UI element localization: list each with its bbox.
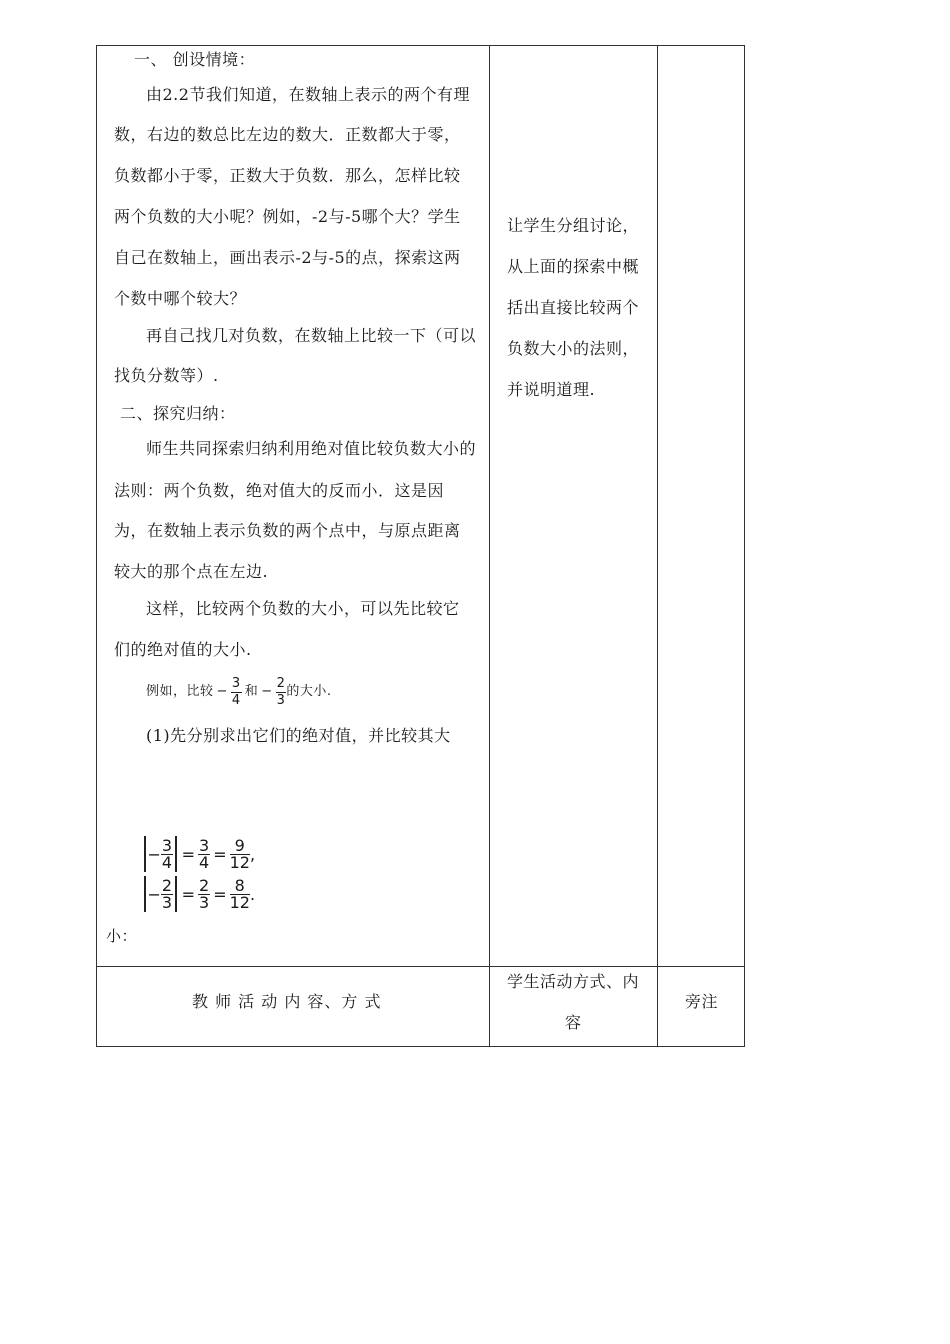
example-line bbox=[146, 676, 332, 708]
equation-2 bbox=[142, 874, 255, 914]
example-fraction-1 bbox=[231, 676, 242, 709]
eq2-frac-b bbox=[198, 875, 210, 912]
eq2-frac-a bbox=[161, 875, 173, 912]
eq1-minus: − bbox=[147, 844, 161, 864]
eq2-frac-c-den: 12 bbox=[229, 892, 250, 912]
abs-bar-left bbox=[144, 836, 146, 872]
para2-line-1: 再自己找几对负数，在数轴上比较一下（可以 bbox=[146, 326, 477, 345]
example-fraction-1-den: 4 bbox=[231, 692, 241, 708]
para1-line-1: 由2.2节我们知道，在数轴上表示的两个有理 bbox=[146, 85, 470, 104]
para1-line-2: 数，右边的数总比左边的数大．正数都大于零， bbox=[114, 125, 461, 144]
column-divider-1 bbox=[489, 45, 490, 1047]
eq2-frac-b-den: 3 bbox=[199, 892, 210, 912]
example-prefix: 例如，比较 bbox=[146, 684, 214, 699]
eq2-frac-a-num: 2 bbox=[161, 875, 173, 895]
para1-line-3: 负数都小于零，正数大于负数．那么，怎样比较 bbox=[114, 166, 461, 185]
footer-notes-label: 旁注 bbox=[685, 992, 719, 1011]
eq1-frac-a-num: 3 bbox=[161, 835, 173, 855]
example-fraction-2 bbox=[276, 676, 287, 709]
para3-line-3: 为，在数轴上表示负数的两个点中，与原点距离 bbox=[114, 521, 461, 540]
para4-line-1: 这样，比较两个负数的大小，可以先比较它 bbox=[146, 599, 460, 618]
student-activity-line-5: 并说明道理. bbox=[507, 380, 596, 399]
eq1-frac-c bbox=[229, 835, 250, 872]
equation-1 bbox=[142, 834, 255, 874]
example-mid: 和 bbox=[244, 684, 259, 699]
para4-line-2: 们的绝对值的大小. bbox=[114, 640, 252, 659]
equation-block bbox=[142, 834, 255, 914]
para2-line-2: 找负分数等）. bbox=[114, 366, 219, 385]
example-suffix: 的大小. bbox=[286, 684, 332, 699]
abs-bar-left bbox=[144, 876, 146, 912]
para1-line-6: 个数中哪个较大？ bbox=[114, 289, 247, 308]
eq1-frac-c-den: 12 bbox=[229, 852, 250, 872]
footer-student-label-line-1: 学生活动方式、内 bbox=[507, 972, 640, 991]
para1-line-5: 自己在数轴上，画出表示-2与-5的点，探索这两 bbox=[114, 248, 461, 267]
heading-2: 二、探究归纳： bbox=[120, 404, 236, 423]
eq2-frac-c-num: 8 bbox=[230, 878, 250, 895]
student-activity-line-2: 从上面的探索中概 bbox=[507, 257, 640, 276]
eq1-frac-c-num: 9 bbox=[230, 838, 250, 855]
heading-1: 一、 创设情境： bbox=[134, 50, 256, 69]
eq1-frac-b-num: 3 bbox=[199, 835, 210, 855]
eq2-end: . bbox=[249, 884, 256, 904]
example-minus-2: − bbox=[261, 684, 273, 699]
student-activity-line-4: 负数大小的法则， bbox=[507, 339, 640, 358]
column-divider-2 bbox=[657, 45, 658, 1047]
footer-teacher-label: 教 师 活 动 内 容、方 式 bbox=[192, 992, 382, 1011]
eq2-minus: − bbox=[147, 884, 161, 904]
eq2-equals-1: = bbox=[181, 884, 195, 904]
eq2-equals-2: = bbox=[213, 884, 227, 904]
abs-bar-right bbox=[175, 836, 177, 872]
eq1-equals-2: = bbox=[213, 844, 227, 864]
eq1-frac-a bbox=[161, 835, 173, 872]
eq2-frac-c bbox=[229, 875, 250, 912]
eq2-frac-a-den: 3 bbox=[161, 892, 173, 912]
eq1-end: , bbox=[249, 844, 256, 864]
eq1-frac-a-den: 4 bbox=[161, 852, 173, 872]
example-minus-1: − bbox=[216, 684, 228, 699]
step1-tail: 小： bbox=[106, 927, 138, 945]
eq1-equals-1: = bbox=[181, 844, 195, 864]
para3-line-1: 师生共同探索归纳利用绝对值比较负数大小的 bbox=[146, 439, 477, 458]
student-activity-line-3: 括出直接比较两个 bbox=[507, 298, 640, 317]
student-activity-line-1: 让学生分组讨论， bbox=[507, 216, 640, 235]
footer-divider bbox=[96, 966, 745, 967]
step1-line: (1)先分别求出它们的绝对值，并比较其大 bbox=[146, 726, 451, 745]
eq2-frac-b-num: 2 bbox=[199, 875, 210, 895]
example-fraction-2-num: 2 bbox=[276, 675, 286, 691]
eq1-frac-b-den: 4 bbox=[199, 852, 210, 872]
example-fraction-1-num: 3 bbox=[231, 675, 241, 691]
abs-bar-right bbox=[175, 876, 177, 912]
eq1-frac-b bbox=[198, 835, 210, 872]
example-fraction-2-den: 3 bbox=[276, 692, 286, 708]
para3-line-2: 法则：两个负数，绝对值大的反而小．这是因 bbox=[114, 481, 445, 500]
para1-line-4: 两个负数的大小呢？例如，-2与-5哪个大？学生 bbox=[114, 207, 461, 226]
footer-student-label-line-2: 容 bbox=[565, 1013, 582, 1032]
para3-line-4: 较大的那个点在左边. bbox=[114, 562, 269, 581]
